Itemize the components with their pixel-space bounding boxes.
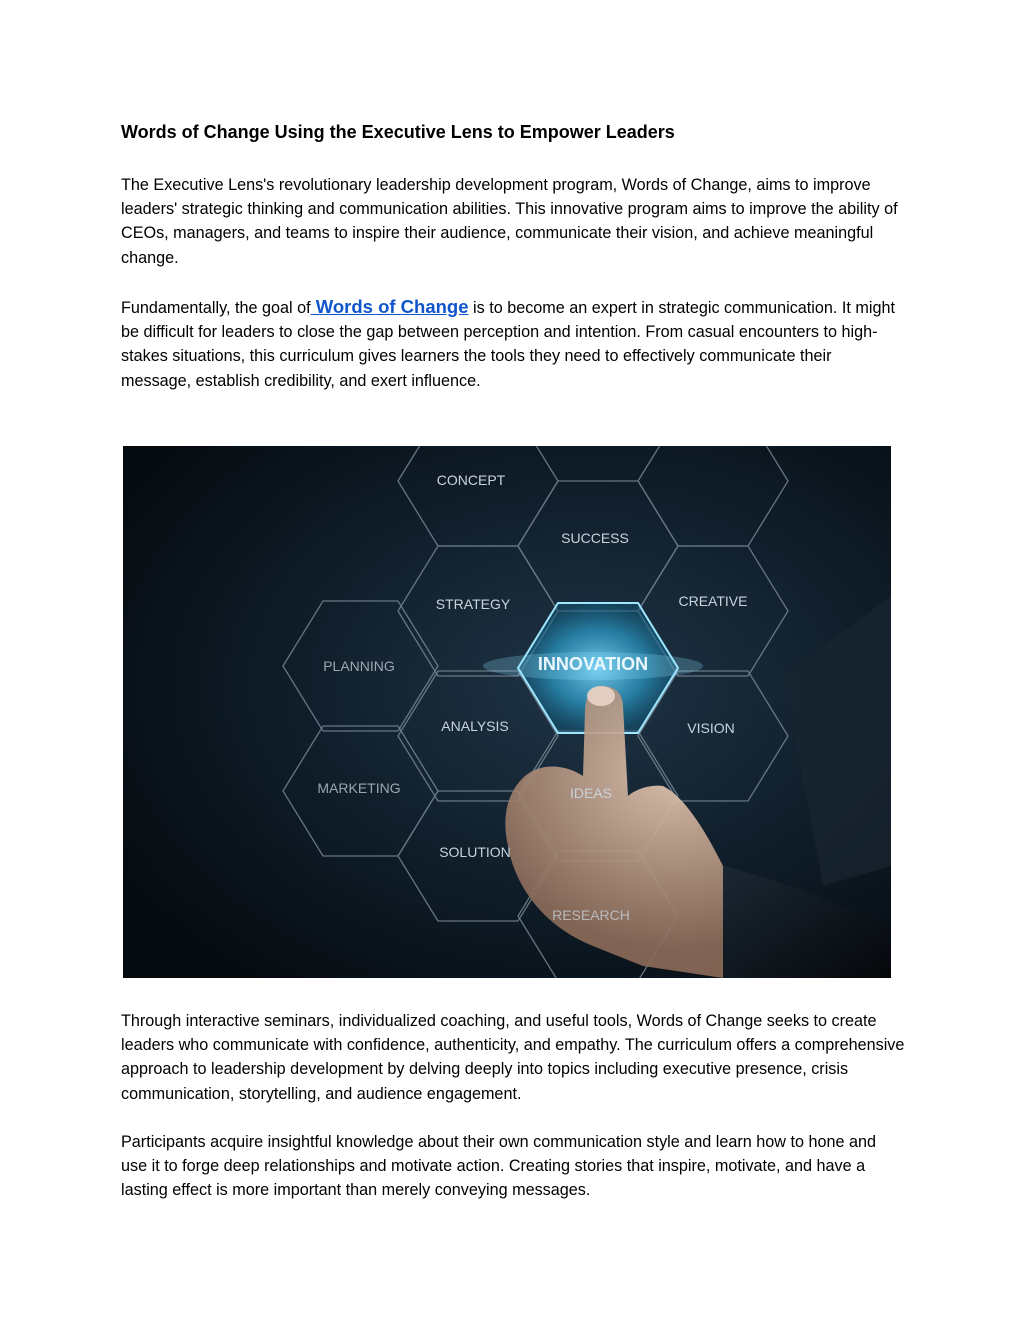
label-success: SUCCESS bbox=[561, 530, 629, 546]
hexagon-illustration bbox=[123, 446, 891, 978]
label-solution: SOLUTION bbox=[439, 844, 511, 860]
label-creative: CREATIVE bbox=[678, 593, 748, 609]
goal-paragraph-start: Fundamentally, the goal of bbox=[121, 299, 311, 317]
label-strategy: STRATEGY bbox=[435, 596, 511, 612]
goal-paragraph-end: is to become an expert in strategic communication. It might be difficult for leaders to close the gap between perception and intention. From casual encounters to high-stakes situations, this curriculum gives learners the tools they need to effectively communicate their message, establish credibility, and exert influence. bbox=[121, 299, 895, 390]
coaching-paragraph: Through interactive seminars, individualized coaching, and useful tools, Words of Change seeks to create leaders who communicate with confidence, authenticity, and empathy. The curriculum offers a comprehensive approach to leadership development by delving deeply into topics including executive presence, crisis communication, storytelling, and audience engagement. bbox=[121, 1012, 905, 1103]
label-concept: CONCEPT bbox=[436, 472, 506, 488]
innovation-hexagon-image bbox=[123, 446, 891, 978]
label-analysis: ANALYSIS bbox=[441, 718, 509, 734]
label-ideas: IDEAS bbox=[569, 785, 613, 801]
goal-paragraph bbox=[121, 295, 906, 393]
words-of-change-link[interactable]: Words of Change bbox=[310, 296, 469, 317]
label-research: RESEARCH bbox=[552, 907, 630, 923]
label-marketing: MARKETING bbox=[317, 780, 401, 796]
label-planning: PLANNING bbox=[323, 658, 395, 674]
label-innovation: INNOVATION bbox=[537, 654, 649, 674]
intro-paragraph: The Executive Lens's revolutionary leadership development program, Words of Change, aims to improve leaders' strategic thinking and communication abilities. This innovative program aims to improve the ability of CEOs, managers, and teams to inspire their audience, communicate their vision, and achieve meaningful change. bbox=[121, 176, 898, 267]
page-title: Words of Change Using the Executive Lens to Empower Leaders bbox=[121, 122, 675, 142]
label-vision: VISION bbox=[687, 720, 735, 736]
participants-paragraph: Participants acquire insightful knowledge about their own communication style and learn how to hone and use it to forge deep relationships and motivate action. Creating stories that inspire, motivate, and have a lasting effect is more important than merely conveying messages. bbox=[121, 1133, 876, 1200]
